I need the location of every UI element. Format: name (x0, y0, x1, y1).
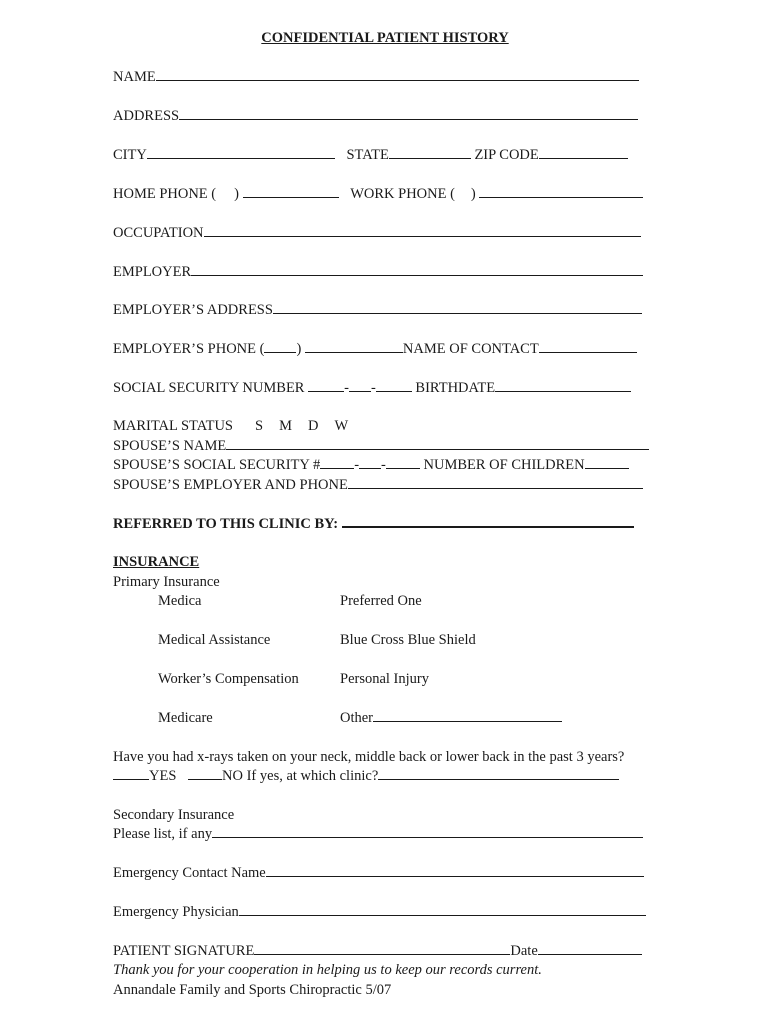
form-title: CONFIDENTIAL PATIENT HISTORY (261, 30, 509, 46)
occupation-row (113, 223, 641, 243)
contact-name-label: NAME OF CONTACT (402, 341, 539, 357)
work-phone-label: WORK PHONE ( (350, 186, 455, 202)
contact-name-field[interactable] (539, 339, 637, 353)
signature-row (113, 941, 642, 961)
signature-field[interactable] (254, 941, 510, 955)
employer-phone-label: EMPLOYER’S PHONE ( (113, 341, 265, 357)
employer-address-label: EMPLOYER’S ADDRESS (113, 302, 273, 318)
spouse-ssn-part3-field[interactable] (386, 455, 420, 469)
emergency-physician-field[interactable] (239, 902, 646, 916)
work-phone-close: ) (470, 186, 476, 202)
insurance-other-row (340, 708, 562, 728)
ssn-part2-field[interactable] (349, 378, 371, 392)
address-label: ADDRESS (113, 108, 180, 124)
occupation-field[interactable] (204, 223, 641, 237)
name-row (113, 67, 639, 87)
marital-option-single[interactable]: S (255, 418, 264, 434)
emergency-contact-row (113, 863, 644, 883)
ssn-part3-field[interactable] (376, 378, 412, 392)
employer-phone-row (113, 339, 637, 359)
xray-answer-row (113, 766, 619, 786)
occupation-label: OCCUPATION (113, 225, 204, 241)
address-field[interactable] (179, 106, 638, 120)
employer-area-code-field[interactable] (264, 339, 296, 353)
xray-no-label: NO If yes, at which clinic? (222, 768, 379, 784)
employer-address-field[interactable] (273, 300, 642, 314)
state-label: STATE (346, 147, 389, 163)
insurance-option-medicare[interactable]: Medicare (158, 710, 213, 726)
city-field[interactable] (147, 145, 335, 159)
spouse-name-label: SPOUSE’S NAME (113, 438, 227, 454)
spouse-ssn-label: SPOUSE’S SOCIAL SECURITY # (113, 457, 321, 473)
spouse-ssn-part1-field[interactable] (320, 455, 354, 469)
birthdate-field[interactable] (495, 378, 631, 392)
home-phone-field[interactable] (243, 184, 339, 198)
spouse-employer-label: SPOUSE’S EMPLOYER AND PHONE (113, 477, 348, 493)
ssn-part1-field[interactable] (308, 378, 344, 392)
xray-yes-label: YES (149, 768, 177, 784)
ssn-label: SOCIAL SECURITY NUMBER (113, 380, 305, 396)
emergency-contact-field[interactable] (266, 863, 644, 877)
children-label: NUMBER OF CHILDREN (423, 457, 585, 473)
marital-status-label: MARITAL STATUS (113, 418, 233, 434)
employer-row (113, 262, 643, 282)
spouse-name-row (113, 436, 649, 456)
insurance-heading: INSURANCE (113, 554, 200, 570)
home-phone-label: HOME PHONE ( (113, 186, 217, 202)
date-field[interactable] (538, 941, 642, 955)
spouse-ssn-dash-2: - (381, 457, 386, 473)
date-label: Date (510, 943, 538, 959)
emergency-physician-label: Emergency Physician (113, 904, 239, 920)
clinic-footer: Annandale Family and Sports Chiropractic 5/07 (113, 982, 392, 998)
thank-you-note: Thank you for your cooperation in helping us to keep our records current. (113, 962, 542, 978)
xray-yes-field[interactable] (113, 766, 149, 780)
name-field[interactable] (156, 67, 639, 81)
ssn-dash-1: - (344, 380, 349, 396)
marital-option-married[interactable]: M (279, 418, 292, 434)
secondary-insurance-field[interactable] (212, 824, 643, 838)
employer-phone-field[interactable] (305, 339, 403, 353)
secondary-insurance-label: Secondary Insurance (113, 807, 235, 823)
signature-label: PATIENT SIGNATURE (113, 943, 255, 959)
insurance-option-blue-cross[interactable]: Blue Cross Blue Shield (340, 632, 476, 648)
marital-option-divorced[interactable]: D (307, 418, 319, 434)
city-row (113, 145, 628, 165)
xray-question: Have you had x-rays taken on your neck, middle back or lower back in the past 3 years? (113, 749, 625, 765)
zip-field[interactable] (539, 145, 628, 159)
state-field[interactable] (389, 145, 471, 159)
employer-address-row (113, 300, 642, 320)
emergency-physician-row (113, 902, 646, 922)
secondary-list-row (113, 824, 643, 844)
xray-clinic-field[interactable] (378, 766, 619, 780)
marital-option-widowed[interactable]: W (334, 418, 349, 434)
spouse-ssn-dash-1: - (354, 457, 360, 473)
insurance-option-other[interactable]: Other (340, 710, 374, 726)
secondary-list-label: Please list, if any (113, 826, 213, 842)
insurance-option-preferred-one[interactable]: Preferred One (340, 593, 422, 609)
employer-phone-close: ) (296, 341, 302, 357)
employer-label: EMPLOYER (113, 264, 192, 280)
ssn-row (113, 378, 631, 398)
referred-label: REFERRED TO THIS CLINIC BY: (113, 516, 339, 532)
marital-row (113, 416, 364, 436)
insurance-other-field[interactable] (373, 708, 562, 722)
insurance-option-workers-comp[interactable]: Worker’s Compensation (158, 671, 299, 687)
spouse-employer-field[interactable] (348, 475, 643, 489)
emergency-contact-label: Emergency Contact Name (113, 865, 266, 881)
insurance-option-personal-injury[interactable]: Personal Injury (340, 671, 429, 687)
home-phone-close: ) (234, 186, 239, 202)
xray-no-field[interactable] (188, 766, 222, 780)
zip-label: ZIP CODE (474, 147, 539, 163)
spouse-ssn-part2-field[interactable] (359, 455, 381, 469)
primary-insurance-label: Primary Insurance (113, 574, 220, 590)
name-label: NAME (113, 69, 156, 85)
birthdate-label: BIRTHDATE (415, 380, 496, 396)
employer-field[interactable] (191, 262, 643, 276)
phone-row (113, 184, 643, 204)
spouse-ssn-row (113, 455, 629, 475)
spouse-name-field[interactable] (226, 436, 649, 450)
address-row (113, 106, 638, 126)
referred-row (113, 513, 634, 533)
city-label: CITY (113, 147, 147, 163)
referred-field[interactable] (342, 513, 634, 528)
insurance-option-medica[interactable]: Medica (158, 593, 202, 609)
children-field[interactable] (585, 455, 629, 469)
work-phone-field[interactable] (479, 184, 643, 198)
spouse-employer-row (113, 475, 643, 495)
insurance-option-medical-assistance[interactable]: Medical Assistance (158, 632, 271, 648)
ssn-dash-2: - (370, 380, 376, 396)
